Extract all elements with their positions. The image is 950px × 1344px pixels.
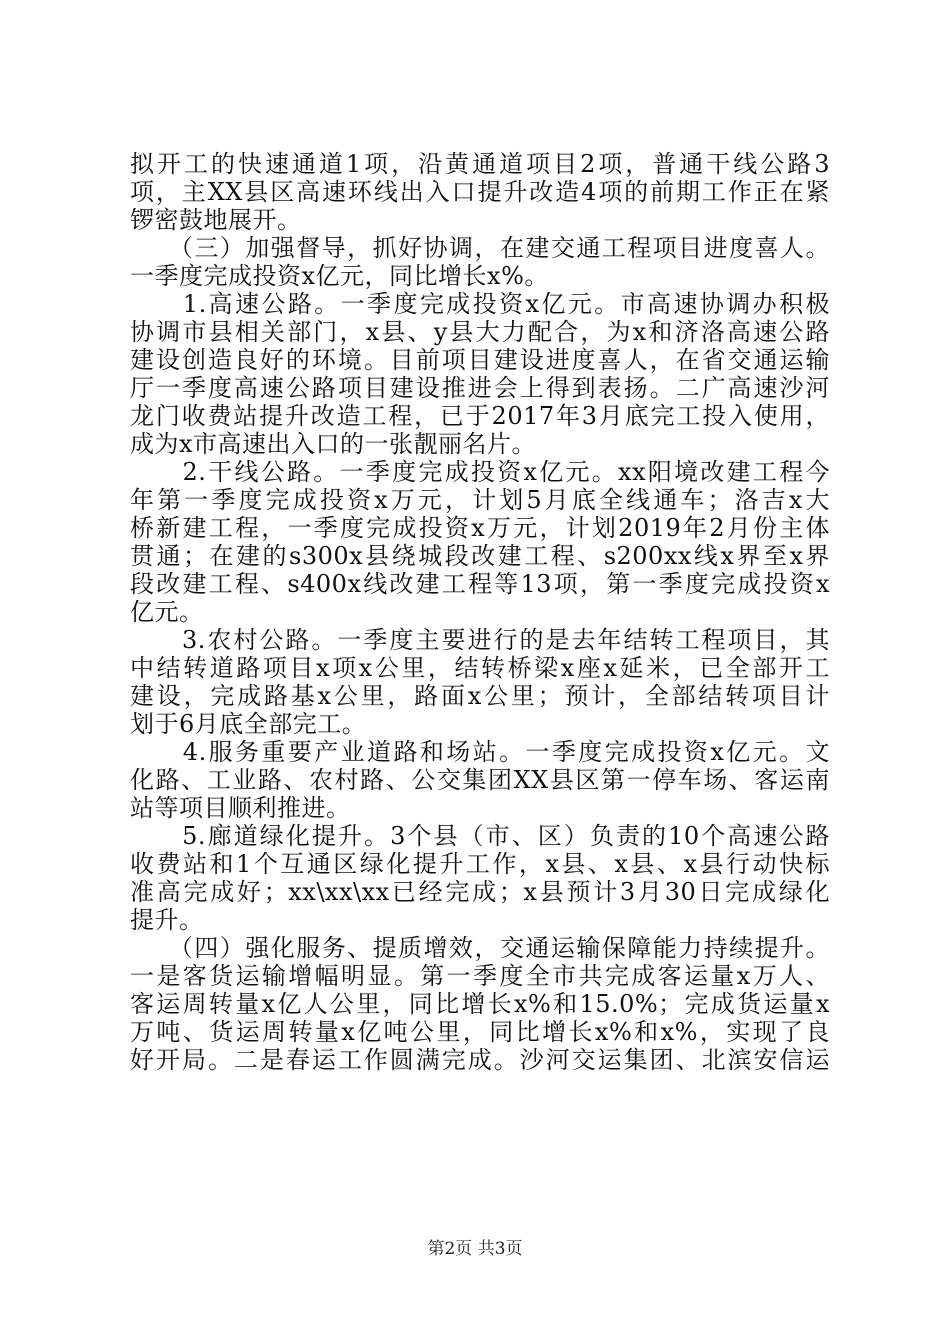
text-line: （四）强化服务、提质增效，交通运输保障能力持续提升。	[130, 934, 830, 962]
page-number-label: 第2页 共3页	[427, 1239, 523, 1259]
text-line: 一季度完成投资x亿元，同比增长x%。	[130, 262, 549, 290]
text-line: 拟开工的快速通道1项，沿黄通道项目2项，普通干线公路3	[130, 150, 830, 178]
text-line: 厅一季度高速公路项目建设推进会上得到表扬。二广高速沙河	[130, 374, 830, 402]
text-line: 好开局。二是春运工作圆满完成。沙河交运集团、北滨安信运	[130, 1046, 830, 1074]
text-line: 站等项目顺利推进。	[130, 794, 351, 822]
text-line: 建设，完成路基x公里，路面x公里；预计，全部结转项目计	[130, 682, 830, 710]
text-line: 段改建工程、s400x线改建工程等13项，第一季度完成投资x	[130, 570, 830, 598]
text-line: 协调市县相关部门，x县、y县大力配合，为x和济洛高速公路	[130, 318, 830, 346]
text-line: 锣密鼓地展开。	[130, 206, 302, 234]
text-line: 年第一季度完成投资x万元，计划5月底全线通车；洛吉x大	[130, 486, 830, 514]
text-line: 中结转道路项目x项x公里，结转桥梁x座x延米，已全部开工	[130, 654, 830, 682]
text-line: 建设创造良好的环境。目前项目建设进度喜人，在省交通运输	[130, 346, 830, 374]
text-line: 客运周转量x亿人公里，同比增长x%和15.0%；完成货运量x	[130, 990, 830, 1018]
text-line: 4.服务重要产业道路和场站。一季度完成投资x亿元。文	[130, 738, 830, 766]
text-line: 化路、工业路、农村路、公交集团XX县区第一停车场、客运南	[130, 766, 830, 794]
text-line: 收费站和1个互通区绿化提升工作，x县、x县、x县行动快标	[130, 850, 830, 878]
text-line: 1.高速公路。一季度完成投资x亿元。市高速协调办积极	[130, 290, 830, 318]
text-line: 3.农村公路。一季度主要进行的是去年结转工程项目，其	[130, 626, 830, 654]
text-line: 万吨、货运周转量x亿吨公里，同比增长x%和x%，实现了良	[130, 1018, 830, 1046]
text-line: 贯通；在建的s300x县绕城段改建工程、s200xx线x界至x界	[130, 542, 830, 570]
text-line: 5.廊道绿化提升。3个县（市、区）负责的10个高速公路	[130, 822, 830, 850]
text-line: 2.干线公路。一季度完成投资x亿元。xx阳境改建工程今	[130, 458, 830, 486]
text-line: （三）加强督导，抓好协调，在建交通工程项目进度喜人。	[130, 234, 830, 262]
text-line: 准高完成好；xx\xx\xx已经完成；x县预计3月30日完成绿化	[130, 878, 830, 906]
text-line: 成为x市高速出入口的一张靓丽名片。	[130, 430, 537, 458]
text-line: 划于6月底全部完工。	[130, 710, 367, 738]
text-line: 亿元。	[130, 598, 204, 626]
text-line: 项，主XX县区高速环线出入口提升改造4项的前期工作正在紧	[130, 178, 830, 206]
text-line: 龙门收费站提升改造工程，已于2017年3月底完工投入使用，	[130, 402, 830, 430]
text-line: 一是客货运输增幅明显。第一季度全市共完成客运量x万人、	[130, 962, 830, 990]
document-body	[130, 150, 830, 1074]
page-footer	[0, 1238, 950, 1260]
text-line: 提升。	[130, 906, 204, 934]
text-line: 桥新建工程，一季度完成投资x万元，计划2019年2月份主体	[130, 514, 830, 542]
